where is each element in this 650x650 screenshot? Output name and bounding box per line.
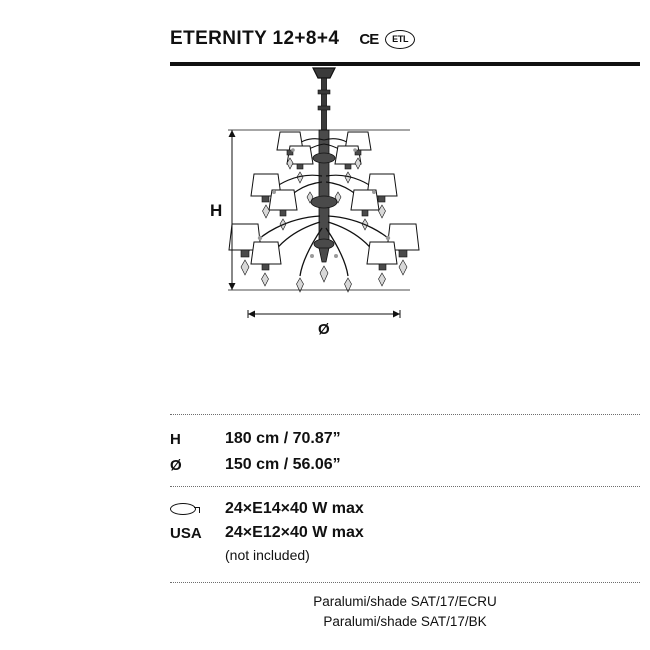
certification-marks [359,30,415,49]
divider-top [170,414,640,415]
height-dimension-label: H [210,201,223,220]
lamp-key-usa: USA [170,524,202,542]
lamp-note: (not included) [225,547,310,563]
shade-option-ecru: Paralumi/shade SAT/17/ECRU [313,594,497,609]
header [170,22,640,56]
divider-middle [170,486,640,487]
page-title: ETERNITY 12+8+4 [170,28,340,49]
table-row [170,454,640,476]
bulb-icon [170,503,196,515]
lamp-value-standard: 24×E14×40 W max [225,500,364,517]
table-row [170,521,640,545]
diameter-dimension-label: Ø [318,321,330,338]
spec-key-diameter: Ø [170,456,182,474]
spec-key-height: H [170,430,181,448]
divider-bottom [170,582,640,583]
shade-option-bk: Paralumi/shade SAT/17/BK [323,614,487,629]
spec-value-height: 180 cm / 70.87” [225,430,341,447]
spec-value-diameter: 150 cm / 56.06” [225,456,341,473]
lamp-value-usa: 24×E12×40 W max [225,524,364,541]
lamp-specs [170,497,640,563]
dimensions-table [170,428,640,480]
shade-options [170,592,640,632]
table-row [170,428,640,450]
chandelier-drawing [170,66,640,406]
ce-mark-icon: CE [359,30,379,48]
lamp-key-standard [170,503,225,515]
etl-mark-icon: ETL [385,30,415,49]
table-row [170,497,640,521]
